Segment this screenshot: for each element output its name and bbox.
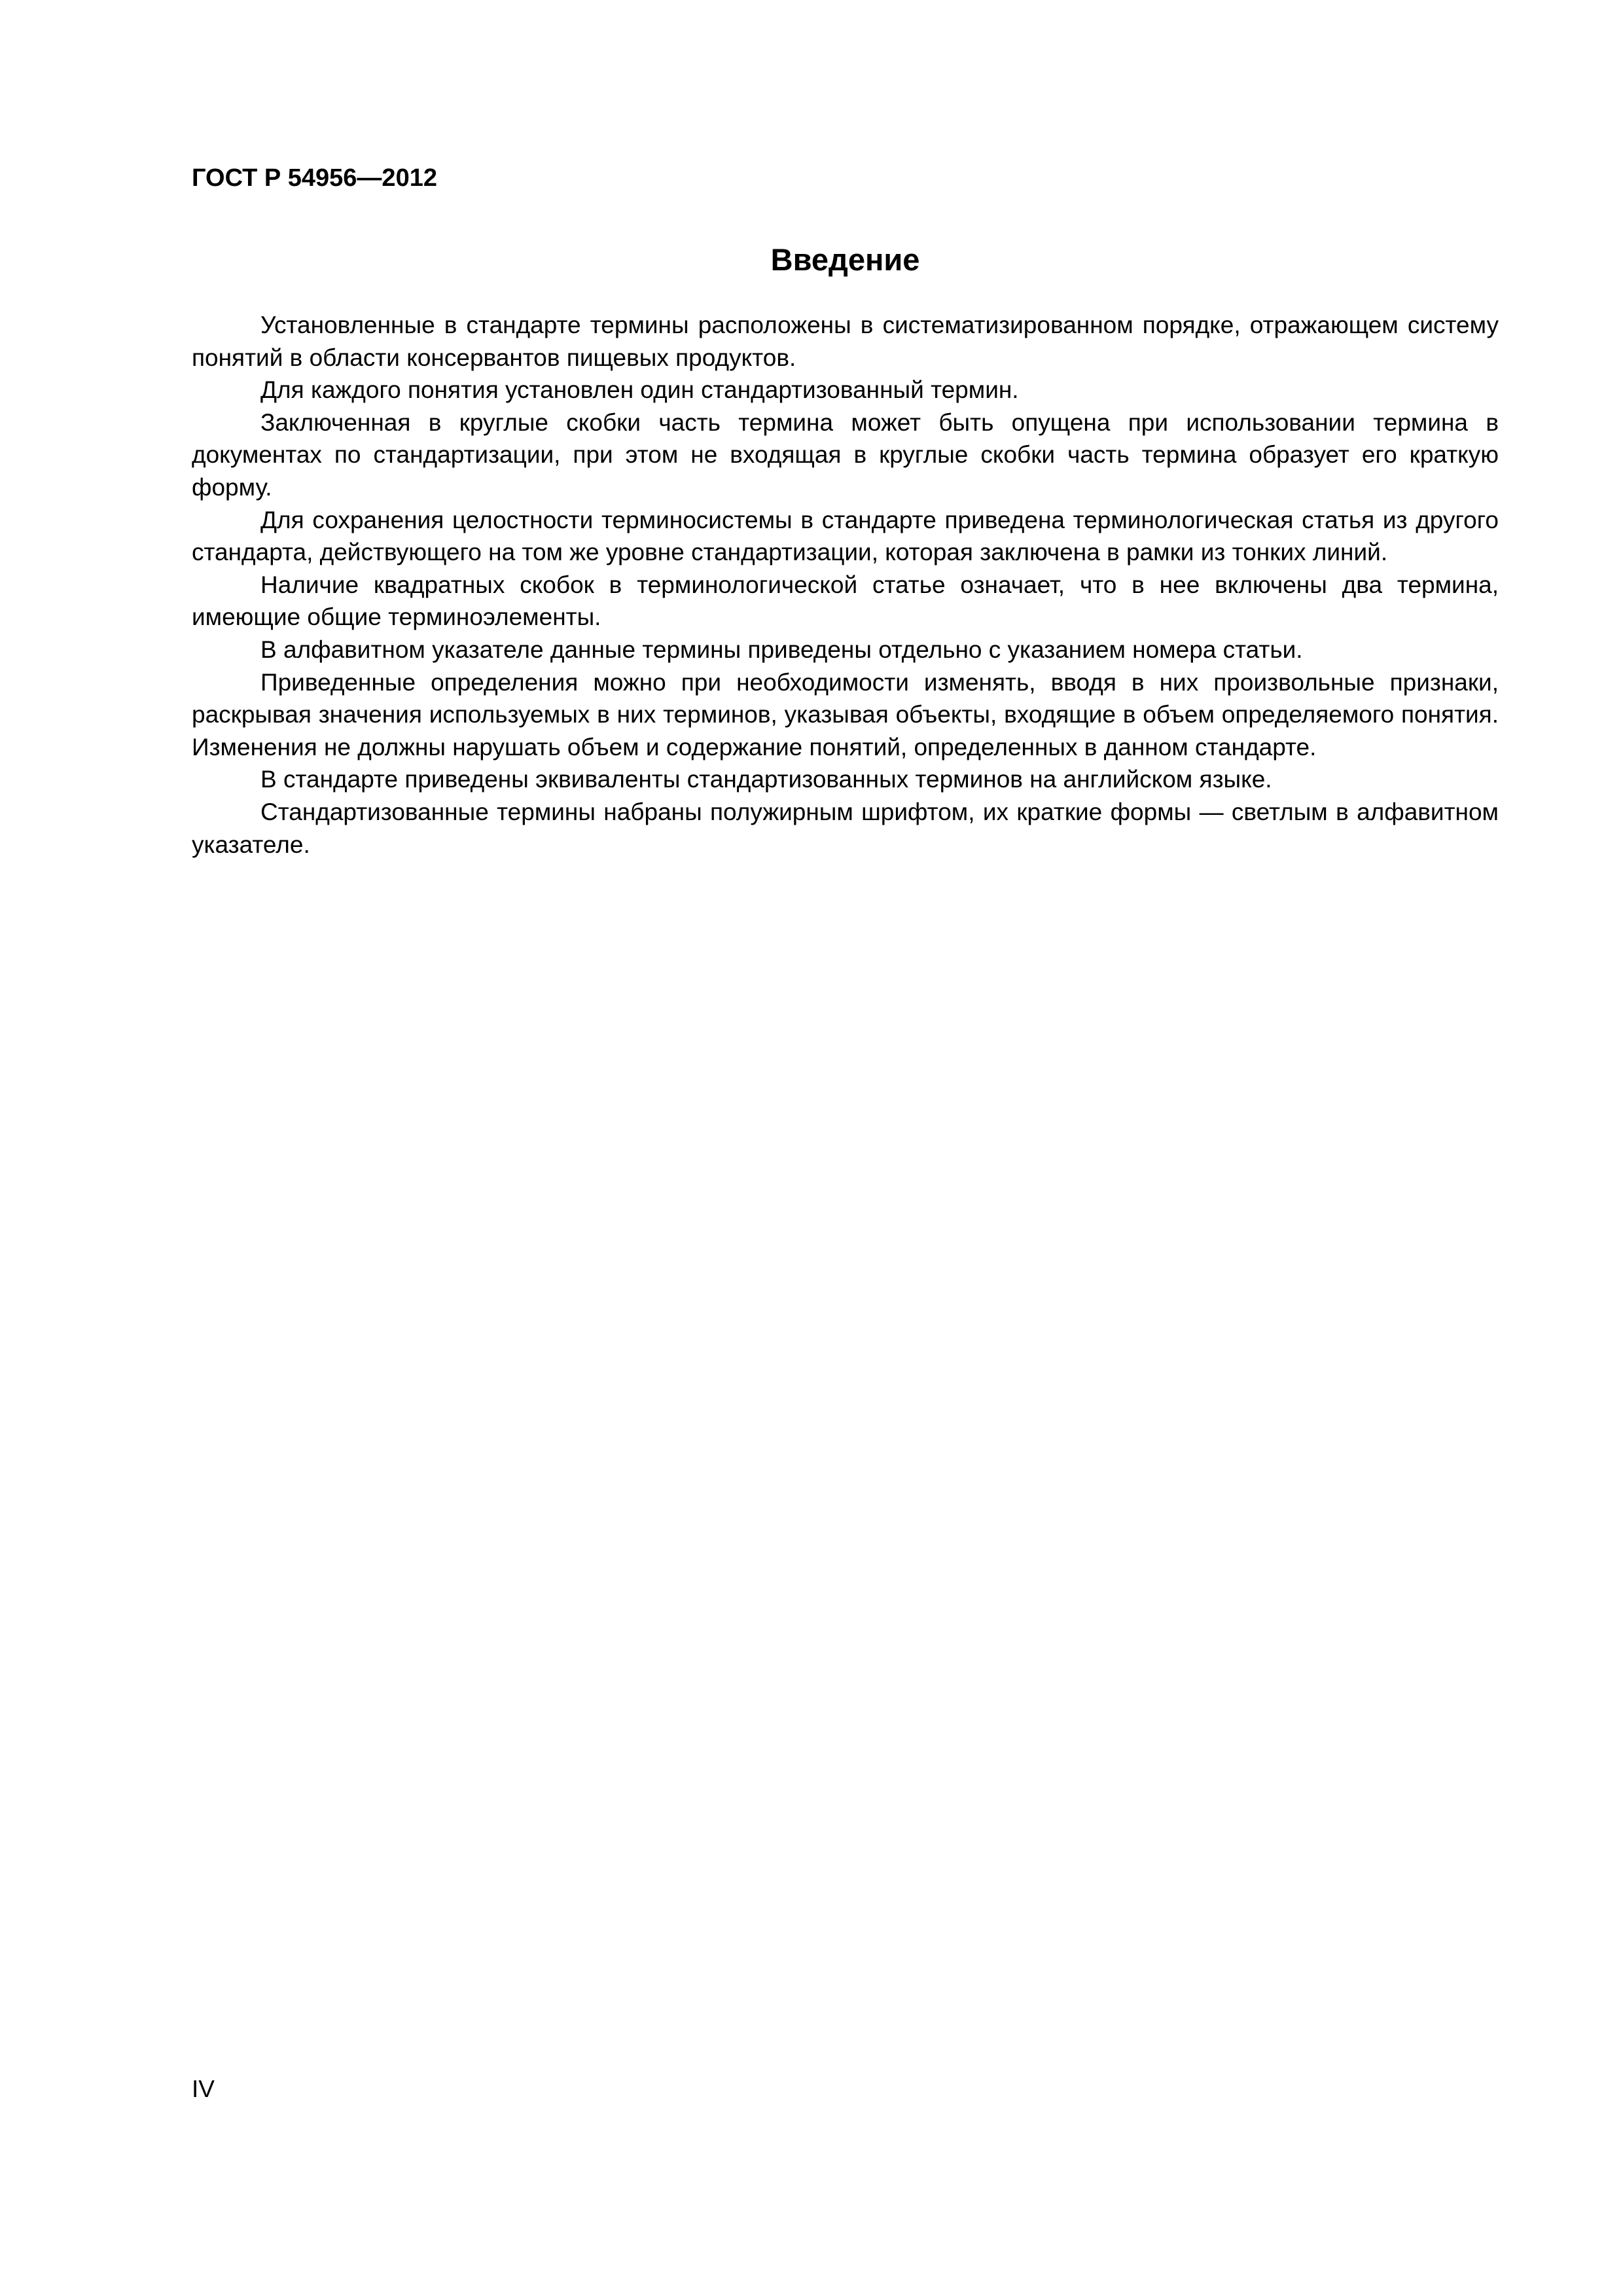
- paragraph: Для сохранения целостности терминосистемы в стандарте приведена терминологическая статья из другого стандарта, действующего на том же уровне стандартизации, которая заключена в рамки из тонких линий.: [192, 506, 1499, 566]
- paragraph: Для каждого понятия установлен один стандартизованный термин.: [260, 376, 1019, 404]
- paragraph: Приведенные определения можно при необходимости изменять, вводя в них произвольные признаки, раскрывая значения используемых в них терминов, указывая объекты, входящие в объем определяемого понятия. Изменения не должны нарушать объем и содержание понятий, определенных в данном стандарте.: [192, 668, 1499, 761]
- paragraph: Стандартизованные термины набраны полужирным шрифтом, их краткие формы — светлым в алфавитном указателе.: [192, 798, 1499, 858]
- paragraph: Заключенная в круглые скобки часть термина может быть опущена при использовании термина в документах по стандартизации, при этом не входящая в круглые скобки часть термина образует его краткую форму.: [192, 408, 1499, 501]
- paragraph: Наличие квадратных скобок в терминологической статье означает, что в нее включены два термина, имеющие общие терминоэлементы.: [192, 571, 1499, 631]
- paragraph: Установленные в стандарте термины расположены в систематизированном порядке, отражающем систему понятий в области консервантов пищевых продуктов.: [192, 312, 1499, 371]
- section-body: [192, 309, 1499, 861]
- paragraph: В алфавитном указателе данные термины приведены отдельно с указанием номера статьи.: [260, 636, 1303, 663]
- standard-code: ГОСТ Р 54956—2012: [192, 164, 437, 192]
- paragraph: В стандарте приведены эквиваленты стандартизованных терминов на английском языке.: [260, 766, 1272, 793]
- page-number: IV: [192, 2075, 215, 2102]
- section-title: Введение: [770, 242, 920, 277]
